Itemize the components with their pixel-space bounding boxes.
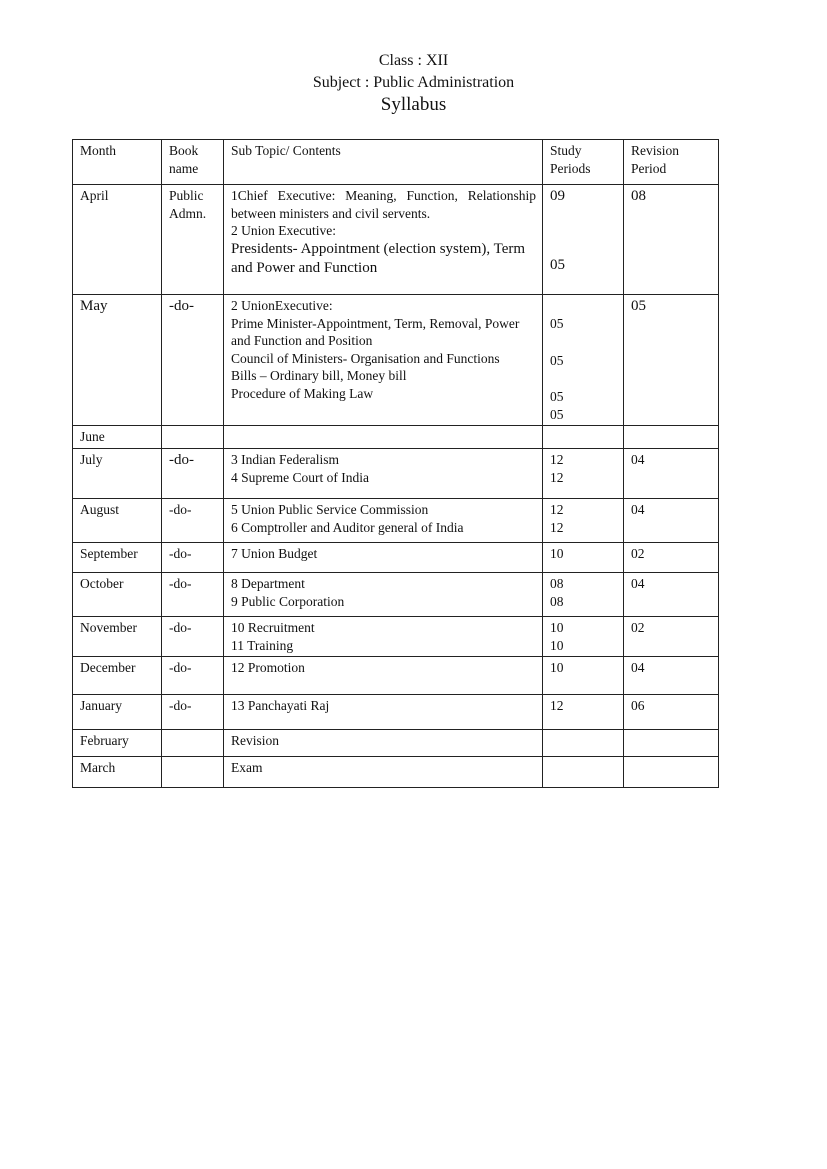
month-cell: [73, 730, 162, 757]
topic-cell: [224, 730, 543, 757]
table-row: [73, 617, 719, 657]
study-cell: [543, 426, 624, 449]
topic-cell: [224, 543, 543, 573]
month-label: January: [80, 698, 122, 713]
month-cell: [73, 185, 162, 295]
month-label: March: [80, 760, 116, 775]
table-row: [73, 730, 719, 757]
document-header: [0, 50, 827, 116]
study-value: 05: [550, 406, 564, 422]
study-value: 10: [550, 546, 564, 561]
month-cell: [73, 499, 162, 543]
month-label: September: [80, 546, 138, 561]
header-revision-label-1: Revision: [631, 143, 680, 158]
table-row: [73, 757, 719, 788]
topic-line: Revision: [231, 733, 280, 748]
book-label: -do-: [169, 620, 192, 635]
table-row: [73, 185, 719, 295]
study-value: 12: [550, 698, 564, 713]
book-cell: [162, 695, 224, 730]
book-cell: [162, 185, 224, 295]
revision-value: 02: [631, 546, 645, 561]
revision-value: 04: [631, 452, 645, 467]
topic-line: Presidents- Appointment (election system), Term and Power and Function: [231, 240, 526, 276]
month-label: May: [80, 298, 108, 314]
book-cell: [162, 730, 224, 757]
book-label: -do-: [169, 452, 194, 468]
book-label: -do-: [169, 660, 192, 675]
study-value: 05: [550, 352, 564, 368]
book-label: -do-: [169, 298, 194, 314]
topic-cell: [224, 757, 543, 788]
topic-line: 6 Comptroller and Auditor general of India: [231, 519, 464, 535]
header-revision-label-2: Period: [631, 160, 667, 176]
table-row: [73, 449, 719, 499]
topic-cell: [224, 449, 543, 499]
study-value: 05: [550, 316, 564, 331]
table-row: [73, 573, 719, 617]
month-label: April: [80, 188, 109, 203]
header-book: [162, 140, 224, 185]
topic-line: 11 Training: [231, 637, 294, 653]
subject-line: Subject : Public Administration: [312, 74, 515, 91]
month-label: August: [80, 502, 120, 517]
month-cell: [73, 573, 162, 617]
book-cell: [162, 295, 224, 426]
month-cell: [73, 543, 162, 573]
table-row: [73, 543, 719, 573]
book-label: -do-: [169, 502, 192, 517]
book-cell: [162, 573, 224, 617]
topic-cell: [224, 499, 543, 543]
table-row: [73, 295, 719, 426]
topic-cell: [224, 426, 543, 449]
study-value: 10: [550, 620, 564, 635]
study-cell: [543, 543, 624, 573]
study-cell: [543, 617, 624, 657]
month-label: June: [80, 429, 105, 444]
revision-value: 08: [631, 188, 646, 204]
book-cell: [162, 617, 224, 657]
month-cell: [73, 295, 162, 426]
month-label: October: [80, 576, 124, 591]
revision-value: 05: [631, 298, 646, 314]
month-cell: [73, 657, 162, 695]
month-cell: [73, 449, 162, 499]
header-study: [543, 140, 624, 185]
class-line: Class : XII: [378, 52, 449, 69]
study-value: 05: [550, 389, 564, 404]
book-label-2: Admn.: [169, 205, 207, 221]
header-month: [73, 140, 162, 185]
topic-cell: [224, 617, 543, 657]
study-cell: [543, 730, 624, 757]
header-topic: [224, 140, 543, 185]
table-row: [73, 426, 719, 449]
revision-cell: [624, 730, 719, 757]
revision-cell: [624, 499, 719, 543]
revision-cell: [624, 185, 719, 295]
book-cell: [162, 426, 224, 449]
book-cell: [162, 499, 224, 543]
header-book-label-1: Book: [169, 143, 199, 158]
study-value: 10: [550, 637, 564, 653]
revision-cell: [624, 757, 719, 788]
month-label: December: [80, 660, 136, 675]
book-cell: [162, 543, 224, 573]
book-cell: [162, 657, 224, 695]
topic-cell: [224, 185, 543, 295]
study-cell: [543, 449, 624, 499]
revision-cell: [624, 449, 719, 499]
month-label: November: [80, 620, 137, 635]
topic-line: 10 Recruitment: [231, 620, 315, 635]
revision-cell: [624, 543, 719, 573]
study-value: 12: [550, 452, 564, 467]
month-cell: [73, 695, 162, 730]
table-row: [73, 695, 719, 730]
header-book-label-2: name: [169, 160, 199, 176]
topic-line: 8 Department: [231, 576, 305, 591]
topic-line: 13 Panchayati Raj: [231, 698, 330, 713]
study-cell: [543, 657, 624, 695]
revision-value: 04: [631, 576, 645, 591]
study-cell: [543, 185, 624, 295]
revision-value: 02: [631, 620, 645, 635]
study-value: 12: [550, 502, 564, 517]
topic-line: Procedure of Making Law: [231, 385, 374, 401]
book-label: -do-: [169, 698, 192, 713]
revision-value: 04: [631, 502, 645, 517]
syllabus-table: [72, 139, 719, 788]
topic-cell: [224, 573, 543, 617]
study-cell: [543, 757, 624, 788]
spacer: [550, 206, 617, 256]
month-label: February: [80, 733, 129, 748]
study-cell: [543, 499, 624, 543]
topic-cell: [224, 295, 543, 426]
book-label-1: Public: [169, 188, 204, 203]
table-row: [73, 657, 719, 695]
table-header-row: [73, 140, 719, 185]
header-month-label: Month: [80, 143, 117, 158]
topic-line: 2 Union Executive:: [231, 223, 336, 238]
header-revision: [624, 140, 719, 185]
spacer: [550, 297, 617, 315]
revision-cell: [624, 573, 719, 617]
topic-line: 1Chief Executive: Meaning, Function, Relationship between ministers and civil servents.: [231, 188, 536, 221]
topic-cell: [224, 695, 543, 730]
study-value: 08: [550, 593, 564, 609]
topic-line: 5 Union Public Service Commission: [231, 502, 429, 517]
study-value: 12: [550, 469, 564, 485]
topic-line: 9 Public Corporation: [231, 593, 345, 609]
page-title: Syllabus: [380, 94, 447, 115]
topic-line: 12 Promotion: [231, 660, 305, 675]
header-topic-label: Sub Topic/ Contents: [231, 143, 341, 158]
topic-line: Exam: [231, 760, 263, 775]
book-label: -do-: [169, 576, 192, 591]
topic-line: 7 Union Budget: [231, 546, 318, 561]
revision-value: 04: [631, 660, 645, 675]
topic-line: Council of Ministers- Organisation and Functions: [231, 350, 500, 366]
study-cell: [543, 295, 624, 426]
revision-cell: [624, 617, 719, 657]
book-label: -do-: [169, 546, 192, 561]
study-value: 12: [550, 519, 564, 535]
study-cell: [543, 573, 624, 617]
topic-line: Prime Minister-Appointment, Term, Removal, Power and Function and Position: [231, 315, 520, 348]
study-value: 10: [550, 660, 564, 675]
topic-line: 3 Indian Federalism: [231, 452, 339, 467]
month-cell: [73, 426, 162, 449]
topic-line: Bills – Ordinary bill, Money bill: [231, 368, 407, 383]
revision-cell: [624, 695, 719, 730]
topic-line: 2 UnionExecutive:: [231, 298, 333, 313]
study-value: 08: [550, 576, 564, 591]
header-study-label-1: Study: [550, 143, 582, 158]
revision-cell: [624, 426, 719, 449]
study-cell: [543, 695, 624, 730]
topic-cell: [224, 657, 543, 695]
table-row: [73, 499, 719, 543]
month-cell: [73, 617, 162, 657]
study-value: 09: [550, 188, 565, 204]
book-cell: [162, 757, 224, 788]
revision-value: 06: [631, 698, 645, 713]
header-study-label-2: Periods: [550, 160, 591, 176]
revision-cell: [624, 295, 719, 426]
book-cell: [162, 449, 224, 499]
month-cell: [73, 757, 162, 788]
revision-cell: [624, 657, 719, 695]
month-label: July: [80, 452, 103, 467]
study-value: 05: [550, 257, 565, 273]
topic-line: 4 Supreme Court of India: [231, 469, 369, 485]
